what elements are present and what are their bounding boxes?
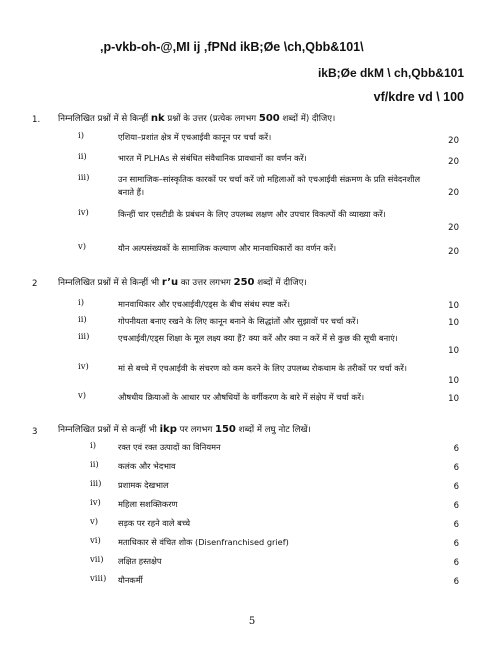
item-number: v) (78, 242, 87, 252)
question-2-number: 2 (32, 279, 38, 289)
course-code: ikB;Øe dkM \ ch,Qbb&101 (317, 66, 464, 80)
item-number: v) (90, 517, 99, 527)
item-marks: 6 (453, 463, 459, 473)
item-number: iv) (90, 498, 101, 508)
item-marks: 20 (448, 136, 459, 146)
item-number: iv) (78, 208, 89, 218)
item-number: i) (78, 298, 85, 308)
item-marks: 6 (453, 558, 459, 568)
item-number: ii) (78, 315, 87, 325)
item-marks: 6 (453, 501, 459, 511)
item-text: किन्हीं चार एसटीडी के प्रबंधन के लिए उपलब्ध लक्षण और उपचार विकल्पों की व्याख्या करें। (118, 209, 386, 219)
item-text: मानवाधिकार और एचआईवी/एड्स के बीच संबंध स्पष्ट करें। (118, 299, 290, 309)
item-marks: 10 (448, 394, 459, 404)
item-marks: 10 (448, 318, 459, 328)
item-number: vii) (90, 555, 104, 565)
item-marks: 6 (453, 539, 459, 549)
item-marks: 20 (448, 157, 459, 167)
item-text: औषधीय क्रियाओं के आधार पर औषधियों के वर्गीकरण के बारे में संक्षेप में चर्चा करें। (118, 392, 365, 402)
item-marks: 10 (448, 376, 459, 386)
item-marks: 6 (453, 577, 459, 587)
item-marks: 10 (448, 301, 459, 311)
item-number: v) (78, 391, 87, 401)
item-marks: 10 (448, 346, 459, 356)
question-2-instruction: निम्नलिखित प्रश्नों में से किन्हीं भी r’u का उत्तर लगभग 250 शब्दों में दीजिए। (58, 277, 307, 288)
page-number: 5 (248, 616, 256, 627)
item-text: महिला सशक्तिकरण (118, 499, 178, 509)
item-text: प्रशामक देखभाल (118, 480, 169, 490)
item-number: ii) (90, 460, 99, 470)
item-number: viii) (90, 574, 107, 584)
item-text: यौन अल्पसंख्यकों के सामाजिक कल्याण और मानवाधिकारों का वर्णन करें। (118, 243, 337, 253)
item-number: iii) (90, 479, 102, 489)
item-marks: 20 (448, 223, 459, 233)
item-number: iv) (78, 362, 89, 372)
max-marks: vf/kdre vd \ 100 (373, 90, 464, 104)
item-text: भारत में PLHAs से संबंधित संवैधानिक प्रावधानों का वर्णन करें। (118, 153, 307, 163)
item-text: कलंक और भेदभाव (118, 461, 176, 471)
item-text: मताधिकार से वंचित शोक (Disenfranchised grief) (118, 537, 289, 547)
item-marks: 6 (453, 482, 459, 492)
item-text: एचआईवी/एड्स शिक्षा के मूल लक्ष्य क्या हैं? क्या करें और क्या न करें में से कुछ की सूची बनाएं। (118, 333, 398, 343)
course-title: ,p-vkb-oh-@,MΙ ij ,fPNd ikB;Øe \ch,Qbb&101\ (100, 40, 364, 54)
item-number: i) (78, 131, 85, 141)
item-number: ii) (78, 152, 87, 162)
item-text: सड़क पर रहने वाले बच्चे (118, 518, 191, 528)
item-number: i) (90, 441, 97, 451)
question-3-number: 3 (32, 427, 38, 437)
question-3-instruction: निम्नलिखित प्रश्नों में से कन्हीं भी ikp पर लगभग 150 शब्दों में लघु नोट लिखें। (58, 424, 311, 435)
item-text: यौनकर्मी (118, 575, 143, 585)
question-1-number: 1. (32, 115, 41, 125)
item-text: मां से बच्चे में एचआईवी के संचरण को कम करने के लिए उपलब्ध रोकथाम के तरीकों पर चर्चा करें। (118, 363, 407, 373)
item-text: उन सामाजिक–सांस्कृतिक कारकों पर चर्चा करें जो महिलाओं को एचआईवी संक्रमण के प्रति संवेदनशील बनाते हैं। (118, 174, 421, 197)
item-text: गोपनीयता बनाए रखने के लिए कानून बनाने के सिद्धांतों और सुझावों पर चर्चा करें। (118, 316, 359, 326)
item-text: एशिया–प्रशांत क्षेत्र में एचआईवी कानून पर चर्चा करें। (118, 132, 272, 142)
item-number: iii) (78, 332, 90, 342)
item-marks: 20 (448, 188, 459, 198)
question-1-instruction: निम्नलिखित प्रश्नों में से किन्हीं nk प्रश्नों के उत्तर (प्रत्येक लगभग 500 शब्दों में) दीजिए। (58, 113, 336, 124)
item-text: लक्षित हस्तक्षेप (118, 556, 162, 566)
item-number: iii) (78, 173, 90, 183)
item-marks: 20 (448, 247, 459, 257)
item-marks: 6 (453, 444, 459, 454)
item-text: रक्त एवं रक्त उत्पादों का विनियमन (118, 442, 221, 452)
item-number: vi) (90, 536, 101, 546)
item-marks: 6 (453, 520, 459, 530)
